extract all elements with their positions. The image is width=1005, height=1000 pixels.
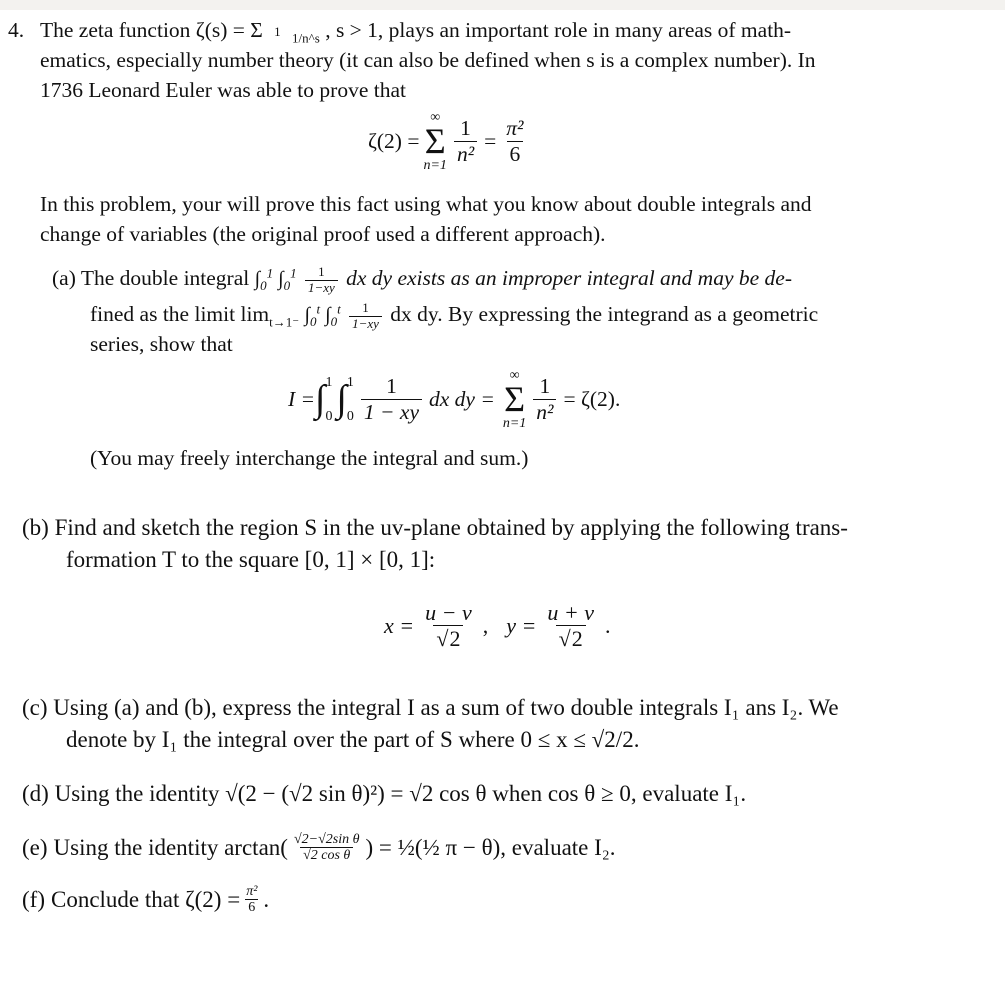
part-a-line1: (a) The double integral $\int_0^1$ $\int_0^1$ $\frac{1}{1-xy}$ dx dy exists as an improper integral and may be de-	[52, 264, 792, 295]
part-d-label: (d)	[22, 781, 49, 806]
part-a-line2: fined as the limit $\lim_{t\to 1^-} \int_0^t$ $\int_0^t$ $\frac{1}{1-xy}$ dx dy. By expressing the integrand as a geometric	[90, 300, 819, 331]
part-b-label: (b)	[22, 515, 49, 540]
problem-number: 4.	[8, 18, 25, 42]
context-line2: change of variables (the original proof used a different approach).	[40, 222, 606, 246]
part-e-line1: (e) Using the identity arctan( $\frac{\text{√2−√2sin θ}}{\text{√2 cos θ}}$ ) = ½(½ π − θ), evaluate I₂.	[22, 832, 616, 864]
part-b-line1: (b) Find and sketch the region S in the uv-plane obtained by applying the following trans-	[22, 515, 848, 540]
part-f-line1: (f) Conclude that ζ(2) = $\frac{\text{π²}}{6}$ .	[22, 884, 270, 916]
part-a-label: (a)	[52, 266, 76, 290]
part-f-label: (f)	[22, 887, 45, 913]
part-a-line3: series, show that	[90, 332, 233, 356]
part-b-transform: x = $\frac{u - v}{√2}$ , y = $\frac{u + v}{√2}$ .	[384, 600, 611, 652]
document-page: 4. The zeta function ζ(s) = Σ 1 $_{1/n\^{}s}$ , s > 1, plays an important role in many areas of math- ematics, especially number theory (it can also be defined when s is a complex number). In 1736 Leonard Euler was able to prove that ζ(2) = ∞ Σ n=1 $\frac{1}{\text{n²}}$ = $\frac{\text{π²}}{6}$ In this problem, your will prove this fact using what you know about double integrals and change of variables (the original proof used a different approach). (a) The double integral $\int_0^1$ $\int_0^1$ $\frac{1}{1-xy}$ dx dy exists as an improper integral and may be de- fined as the limit $\lim_{t\to 1^-} \int_0^t$ $\int_0^t$ $\frac{1}{1-xy}$ dx dy. By expressing the integrand as a geometric series, show that I = ∫ 1 0 ∫ 1 0 $\frac{1}{1 - xy}$ dx dy = ∞ Σ n=1 $\frac{1}{\text{n²}}$ = ζ(2). (You may freely interchange the integral and sum.) (b) Find and sketch the region S in the uv-plane obtained by applying the following trans- formation T to the square [0, 1] × [0, 1]: x = $\frac{u - v}{√2}$ , y = $\frac{u + v}{√2}$ . (c) Using (a) and (b), express the integral I as a sum of two double integrals I₁ ans I₂. We denote by I₁ the integral over the part of S where 0 ≤ x ≤ √2/2. (d) Using the identity √(2 − (√2 sin θ)²) = √2 cos θ when cos θ ≥ 0, evaluate I₁. (e) Using the identity arctan( $\frac{\text{√2−√2sin θ}}{\text{√2 cos θ}}$ ) = ½(½ π − θ), evaluate I₂. (f) Conclude that ζ(2) = $\frac{\text{π²}}{6}$ .	[8, 18, 848, 916]
part-a-note: (You may freely interchange the integral and sum.)	[90, 446, 529, 470]
problem-intro-line3: 1736 Leonard Euler was able to prove that	[40, 78, 406, 102]
part-a-equation: I = ∫ 1 0 ∫ 1 0 $\frac{1}{1 - xy}$ dx dy = ∞ Σ n=1 $\frac{1}{\text{n²}}$ = ζ(2).	[288, 368, 621, 431]
top-bar	[0, 0, 1005, 10]
integral-sign-1: ∫	[315, 378, 326, 421]
problem-intro-line2: ematics, especially number theory (it can also be defined when s is a complex number). In	[40, 48, 816, 72]
sum-symbol: ∞ Σ n=1	[423, 110, 447, 173]
part-c-label: (c)	[22, 695, 48, 720]
euler-formula: ζ(2) = ∞ Σ n=1 $\frac{1}{\text{n²}}$ = $\frac{\text{π²}}{6}$	[368, 110, 524, 173]
part-b-line2: formation T to the square [0, 1] × [0, 1]:	[66, 547, 436, 572]
integral-sign-2: ∫	[336, 378, 347, 421]
part-d-line1: (d) Using the identity √(2 − (√2 sin θ)²) = √2 cos θ when cos θ ≥ 0, evaluate I₁.	[22, 781, 747, 806]
part-e-label: (e)	[22, 835, 48, 861]
intro-frac: 1	[274, 23, 281, 39]
part-c-line2: denote by I₁ the integral over the part of S where 0 ≤ x ≤ √2/2.	[66, 727, 640, 752]
context-line1: In this problem, your will prove this fact using what you know about double integrals and	[40, 192, 812, 216]
part-c-line1: (c) Using (a) and (b), express the integral I as a sum of two double integrals I₁ ans I₂. We	[22, 695, 839, 720]
